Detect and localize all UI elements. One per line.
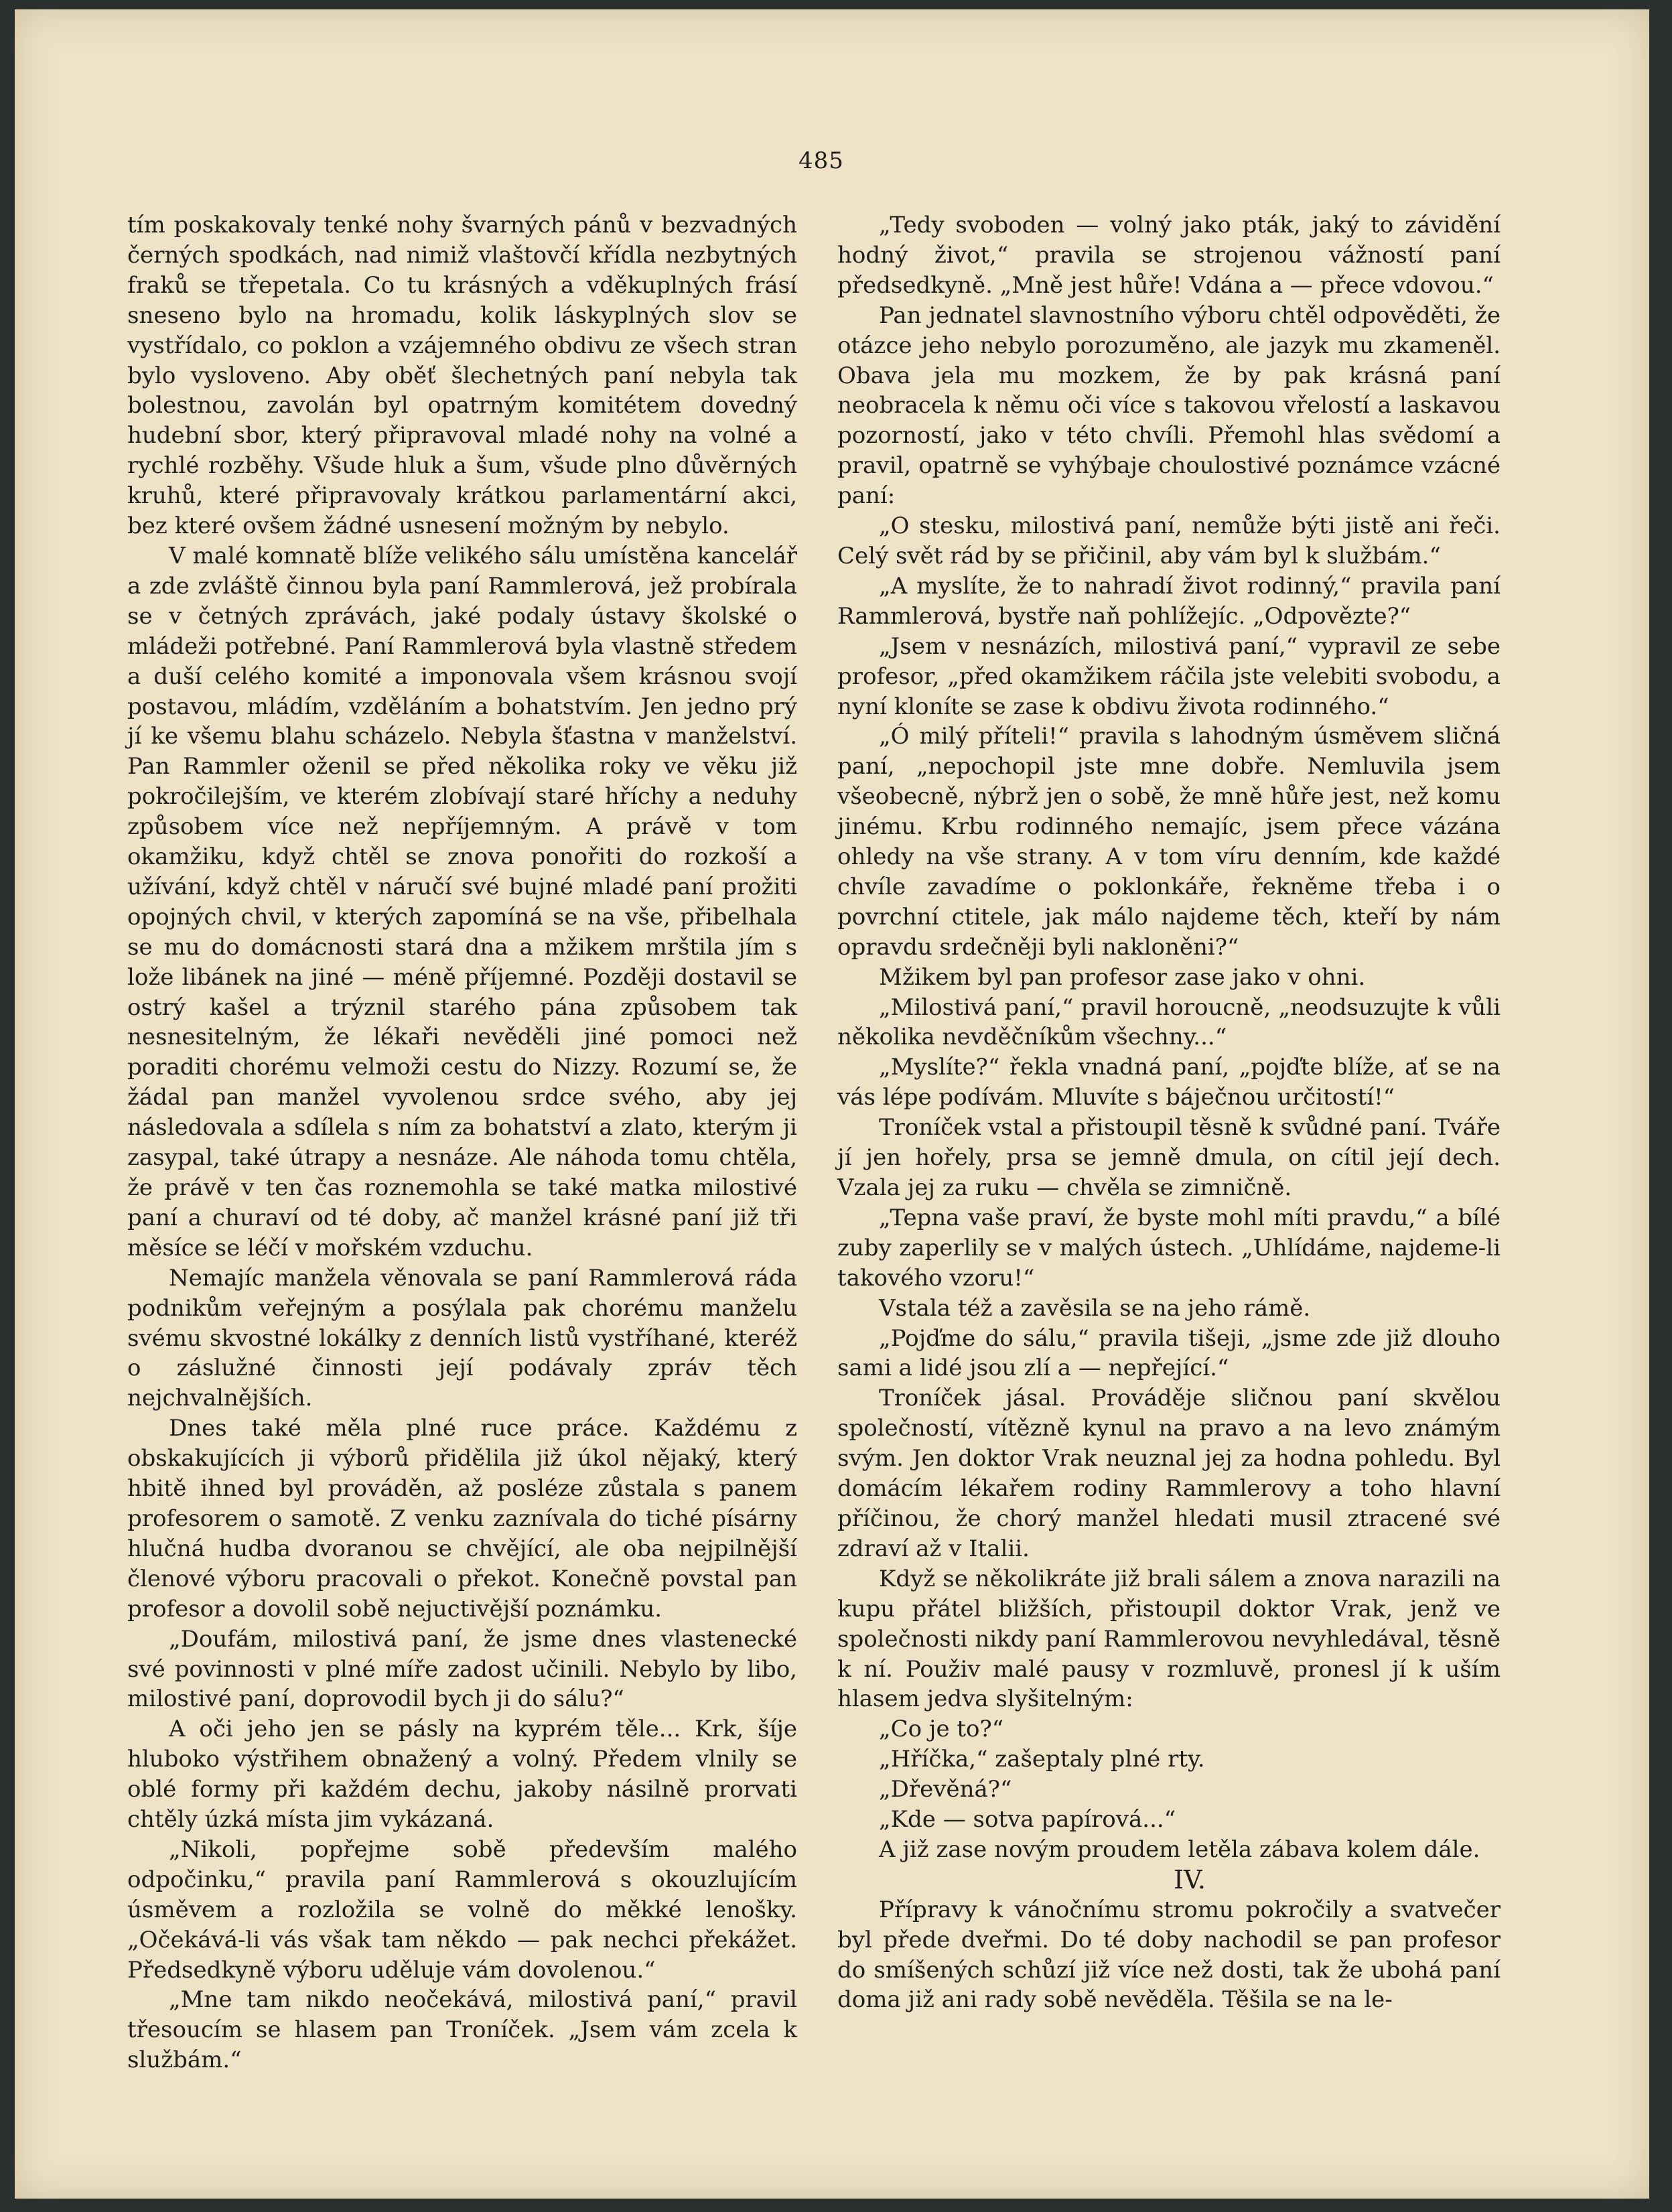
left-column bbox=[127, 210, 797, 2075]
dialog-line: „Dřevěná?“ bbox=[879, 1776, 1012, 1803]
paragraph: V malé komnatě blíže velikého sálu umístěna kancelář a zde zvláště činnou byla paní Rammlerová, jež probírala se v četných zprávách, jaké podaly ústavy školské o mládeži potřebné. Paní Rammlerová byla vlastně středem a duší celého komité a imponovala všem krásnou svojí postavou, mládím, vzděláním a bohatstvím. Jen jedno prý jí ke všemu blahu scházelo. Nebyla šťastna v manželství. Pan Rammler oženil se před několika roky ve věku již pokročilejším, ve kterém zlobívají staré hříchy a neduhy způsobem více než nepříjemným. A právě v tom okamžiku, když chtěl se znova ponořiti do rozkoší a užívání, když chtěl v náručí své bujné mladé paní prožiti opojných chvil, v kterých zapomíná se na vše, přibelhala se mu do domácnosti stará dna a mžikem mrštila jím s lože libánek na jiné — méně příjemné. Později dostavil se ostrý kašel a trýznil starého pána způsobem tak nesnesitelným, že lékaři nevěděli jiné pomoci než poraditi chorému velmoži cestu do Nizzy. Rozumí se, že žádal pan manžel vyvolenou srdce svého, aby jej následovala a sdílela s ním za bohatství a zlato, kterým ji zasypal, také útrapy a nesnáze. Ale náhoda tomu chtěla, že právě v ten čas roznemohla se také matka milostivé paní a churaví od té doby, ač manžel krásné paní již tři měsíce se léčí v mořském vzduchu. bbox=[127, 542, 797, 1261]
paragraph: Když se několikráte již brali sálem a znova narazili na kupu přátel bližších, přistoupil doktor Vrak, jenž ve společnosti nikdy paní Rammlerovou nevyhledával, těsně k ní. Použiv malé pausy v rozmluvě, pronesl jí k uším hlasem jedva slyšitelným: bbox=[837, 1565, 1501, 1713]
paragraph: Troníček jásal. Prováděje sličnou paní skvělou společností, vítězně kynul na pravo a na levo známým svým. Jen doktor Vrak neuznal jej za hodna pohledu. Byl domácím lékařem rodiny Rammlerovy a toho hlavní příčinou, že chorý manžel hledati musil ztracené své zdraví až v Italii. bbox=[837, 1385, 1501, 1562]
paragraph: A oči jeho jen se pásly na kyprém těle... Krk, šíje hluboko výstřihem obnažený a volný. Předem vlnily se oblé formy při každém dechu, jakoby násilně prorvati chtěly úzká místa jim vykázaná. bbox=[127, 1716, 797, 1834]
paragraph: „Milostivá paní,“ pravil horoucně, „neodsuzujte k vůli několika nevděčníkům všechny...“ bbox=[837, 993, 1501, 1051]
book-page bbox=[15, 9, 1649, 2199]
dialog-line: „Co je to?“ bbox=[879, 1716, 1004, 1743]
paragraph: „O stesku, milostivá paní, nemůže býti jistě ani řeči. Celý svět rád by se přičinil, aby vám byl k službám.“ bbox=[837, 512, 1501, 569]
right-column bbox=[837, 210, 1501, 2015]
paragraph: Přípravy k vánočnímu stromu pokročily a svatvečer byl přede dveřmi. Do té doby nachodil se pan profesor do smíšených schůzí již více než dosti, tak že ubohá paní doma již ani rady sobě nevěděla. Těšila se na le- bbox=[837, 1896, 1501, 2014]
paragraph: Pan jednatel slavnostního výboru chtěl odpověděti, že otázce jeho nebylo porozuměno, ale jazyk mu zkameněl. Obava jela mu mozkem, že by pak krásná paní neobracela k němu oči více s takovou vřelostí a laskavou pozorností, jako v této chvíli. Přemohl hlas svědomí a pravil, opatrně se vyhýbaje choulostivé poznámce vzácné paní: bbox=[837, 301, 1501, 510]
dialog-line: „Hříčka,“ zašeptaly plné rty. bbox=[879, 1746, 1205, 1773]
paragraph: „Myslíte?“ řekla vnadná paní, „pojďte blíže, ať se na vás lépe podívám. Mluvíte s báječnou určitostí!“ bbox=[837, 1054, 1501, 1111]
paragraph: Dnes také měla plné ruce práce. Každému z obskakujících ji výborů přidělila již úkol nějaký, který hbitě ihned byl prováděn, až posléze zůstala s panem profesorem o samotě. Z venku zaznívala do tiché písárny hlučná hudba dvoranou se chvějící, ale oba nejpilnější členové výboru pracovali o překot. Konečně povstal pan profesor a dovolil sobě nejuctivější poznámku. bbox=[127, 1415, 797, 1622]
paragraph: „A myslíte, že to nahradí život rodinný,“ pravila paní Rammlerová, bystře naň pohlížejíc. „Odpovězte?“ bbox=[837, 572, 1501, 630]
paragraph: Mžikem byl pan profesor zase jako v ohni. bbox=[879, 963, 1366, 991]
paragraph: A již zase novým proudem letěla zábava kolem dále. bbox=[879, 1836, 1480, 1863]
paragraph: tím poskakovaly tenké nohy švarných pánů v bezvadných černých spodkách, nad nimiž vlaštovčí křídla nezbytných fraků se třepetala. Co tu krásných a vděkuplných frásí sneseno bylo na hromadu, kolik láskyplných slov se vystřídalo, co poklon a vzájemného obdivu ze všech stran bylo vysloveno. Aby oběť šlechetných paní nebyla tak bolestnou, zavolán byl opatrným komitétem dovedný hudební sbor, který připravoval mladé nohy na volné a rychlé rozběhy. Všude hluk a šum, všude plno důvěrných kruhů, které připravovaly krátkou parlamentární akci, bez které ovšem žádné usnesení možným by nebylo. bbox=[127, 212, 797, 540]
paragraph: „Mne tam nikdo neočekává, milostivá paní,“ pravil třesoucím se hlasem pan Troníček. „Jsem vám zcela k službám.“ bbox=[127, 1986, 797, 2074]
paragraph: „Jsem v nesnázích, milostivá paní,“ vypravil ze sebe profesor, „před okamžikem ráčila jste velebiti svobodu, a nyní kloníte se zase k obdivu života rodinného.“ bbox=[837, 632, 1501, 720]
paragraph: Vstala též a zavěsila se na jeho rámě. bbox=[879, 1294, 1311, 1322]
paragraph: „Tedy svoboden — volný jako pták, jaký to závidění hodný život,“ pravila se strojenou vážností paní předsedkyně. „Mně jest hůře! Vdána a — přece vdovou.“ bbox=[837, 212, 1501, 299]
paragraph: „Ó milý příteli!“ pravila s lahodným úsměvem sličná paní, „nepochopil jste mne dobře. Nemluvila jsem všeobecně, nýbrž jen o sobě, že mně hůře jest, než komu jinému. Krbu rodinného nemajíc, jsem přece vázána ohledy na vše strany. A v tom víru denním, kde každé chvíle zavadíme o poklonkáře, řekněme třeba i o povrchní ctitele, jak málo najdeme těch, kteří by nám opravdu srdečněji byli nakloněni?“ bbox=[837, 723, 1501, 961]
section-heading: IV. bbox=[1174, 1864, 1206, 1894]
paragraph: „Tepna vaše praví, že byste mohl míti pravdu,“ a bílé zuby zaperlily se v malých ústech. „Uhlídáme, najdeme-li takového vzoru!“ bbox=[837, 1204, 1501, 1292]
paragraph: „Nikoli, popřejme sobě především malého odpočinku,“ pravila paní Rammlerová s okouzlujícím úsměvem a rozložila se volně do měkké lenošky. „Očekává-li vás však tam někdo — pak nechci překážet. Předsedkyně výboru uděluje vám dovolenou.“ bbox=[127, 1836, 797, 1984]
page-number: 485 bbox=[798, 147, 844, 174]
dialog-line: „Kde — sotva papírová...“ bbox=[879, 1806, 1176, 1834]
paragraph: Nemajíc manžela věnovala se paní Rammlerová ráda podnikům veřejným a posýlala pak chorému manželu svému skvostné lokálky z denních listů vystříhané, kteréž o záslužné činnosti její podávaly zpráv těch nejchvalnějších. bbox=[127, 1264, 797, 1412]
paragraph: Troníček vstal a přistoupil těsně k svůdné paní. Tváře jí jen hořely, prsa se jemně dmula, on cítil její dech. Vzala jej za ruku — chvěla se zimničně. bbox=[837, 1114, 1501, 1201]
paragraph: „Pojďme do sálu,“ pravila tišeji, „jsme zde již dlouho sami a lidé jsou zlí a — nepřející.“ bbox=[837, 1324, 1501, 1382]
paragraph: „Doufám, milostivá paní, že jsme dnes vlastenecké své povinnosti v plné míře zadost učinili. Nebylo by libo, milostivé paní, doprovodil bych ji do sálu?“ bbox=[127, 1625, 797, 1713]
